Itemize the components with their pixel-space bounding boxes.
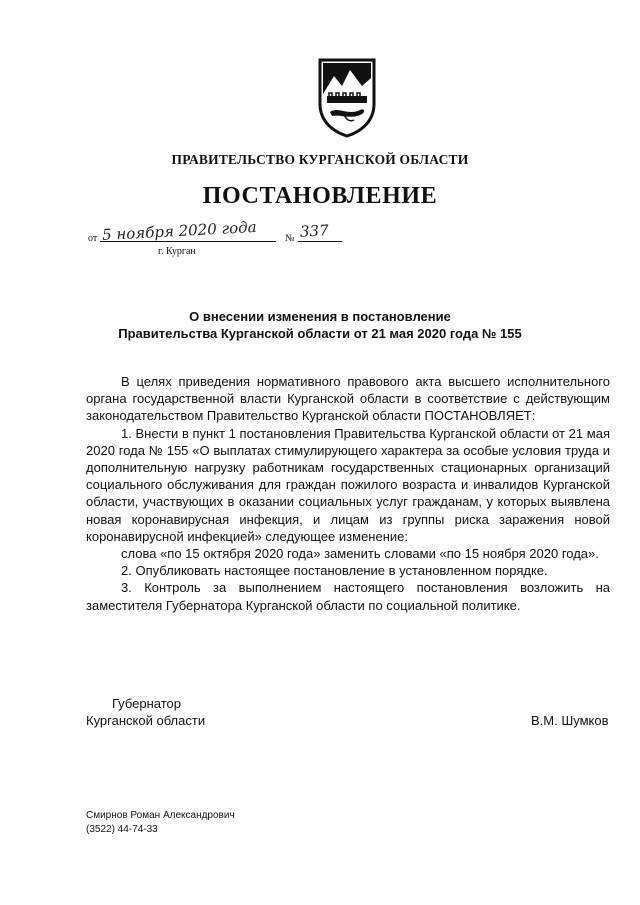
signatory-name: В.М. Шумков: [531, 713, 609, 728]
executor-phone: (3522) 44-74-33: [86, 824, 158, 835]
item-1-paragraph: 1. Внести в пункт 1 постановления Правительства Курганской области от 21 мая 2020 года № 155 «О выплатах стимулирующего характера за особые условия труда и дополнительную нагрузку работникам государственных стационарных организаций социального обслуживания для граждан пожилого возраста и инвалидов Курганской области, участвующих в оказании социальных услуг гражданам, у которых выявлена новая коронавирусная инфекция, и лицам из группы риска заражения новой коронавирусной инфекцией» следующее изменение:: [86, 425, 610, 544]
document-body: [86, 373, 610, 614]
date-underline: [100, 241, 276, 242]
title-line-1: О внесении изменения в постановление: [189, 309, 451, 324]
handwritten-date: 5 ноября 2020 года: [101, 217, 257, 245]
signatory-position-line-1: Губернатор: [112, 696, 181, 711]
item-2-paragraph: 2. Опубликовать настоящее постановление в установленном порядке.: [121, 563, 548, 579]
handwritten-number: 337: [299, 221, 330, 241]
coat-of-arms-icon: [314, 56, 380, 138]
item-1-change-paragraph: слова «по 15 октября 2020 года» заменить словами «по 15 ноября 2020 года».: [121, 546, 599, 562]
document-title: [0, 308, 640, 342]
document-type: ПОСТАНОВЛЕНИЕ: [202, 183, 438, 209]
preamble-paragraph: В целях приведения нормативного правового акта высшего исполнительного органа государственной власти Курганской области в соответствие с действующим законодательством Правительство Курганской области ПОСТАНОВЛЯЕТ:: [86, 374, 610, 424]
city-label: г. Курган: [158, 246, 196, 257]
number-label: №: [285, 233, 295, 244]
date-prefix-label: от: [88, 233, 98, 244]
title-line-2: Правительства Курганской области от 21 мая 2020 года № 155: [118, 326, 522, 341]
item-3-paragraph: 3. Контроль за выполнением настоящего постановления возложить на заместителя Губернатора Курганской области по социальной политике.: [86, 580, 610, 613]
executor-name: Смирнов Роман Александрович: [86, 810, 235, 821]
signatory-position-line-2: Курганской области: [86, 713, 206, 728]
organization-name: ПРАВИТЕЛЬСТВО КУРГАНСКОЙ ОБЛАСТИ: [171, 152, 469, 167]
number-underline: [298, 241, 342, 242]
executor-contact: [86, 809, 235, 837]
